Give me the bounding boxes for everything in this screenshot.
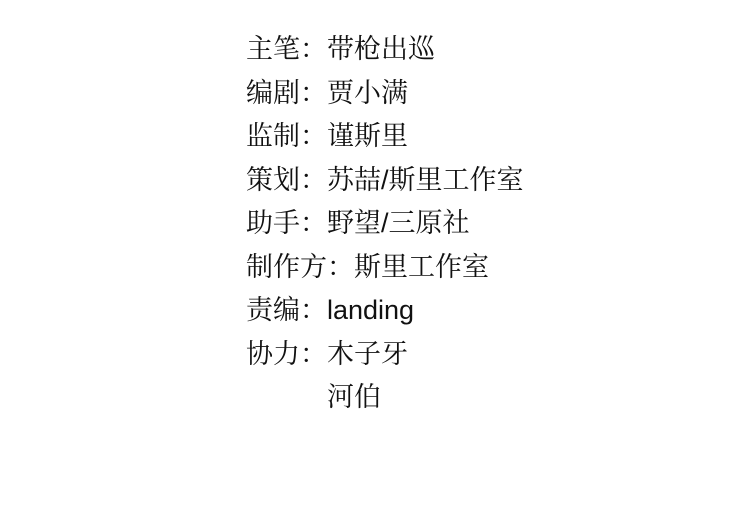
credit-line-artist <box>246 28 524 72</box>
credit-line-assistant <box>246 202 524 246</box>
credit-line-supervisor <box>246 115 524 159</box>
credit-role: 制作方： <box>246 251 354 282</box>
credit-name: 野望/三原社 <box>327 208 470 238</box>
credit-name: 木子牙 <box>327 338 408 369</box>
credit-name: landing <box>327 295 415 325</box>
credit-line-support <box>246 333 524 377</box>
credit-line-writer <box>246 72 524 116</box>
credit-name: 贾小满 <box>327 77 408 108</box>
credit-role: 策划： <box>246 164 327 195</box>
credit-line-producer <box>246 246 524 290</box>
credit-line-support-continuation <box>246 376 524 420</box>
credit-role: 责编： <box>246 295 327 325</box>
credit-name: 斯里工作室 <box>354 251 489 282</box>
credit-role: 助手： <box>246 208 327 238</box>
credit-name: 苏喆/斯里工作室 <box>327 164 524 195</box>
credits-block <box>246 28 524 420</box>
credit-role: 监制： <box>246 121 327 151</box>
credit-name: 谨斯里 <box>327 121 408 151</box>
credit-role: 协力： <box>246 338 327 369</box>
credit-name: 带枪出巡 <box>327 34 435 64</box>
credit-line-planner <box>246 159 524 203</box>
credit-line-editor <box>246 289 524 333</box>
credit-role: 主笔： <box>246 34 327 64</box>
credit-name: 河伯 <box>327 382 381 412</box>
credit-role: 编剧： <box>246 77 327 108</box>
